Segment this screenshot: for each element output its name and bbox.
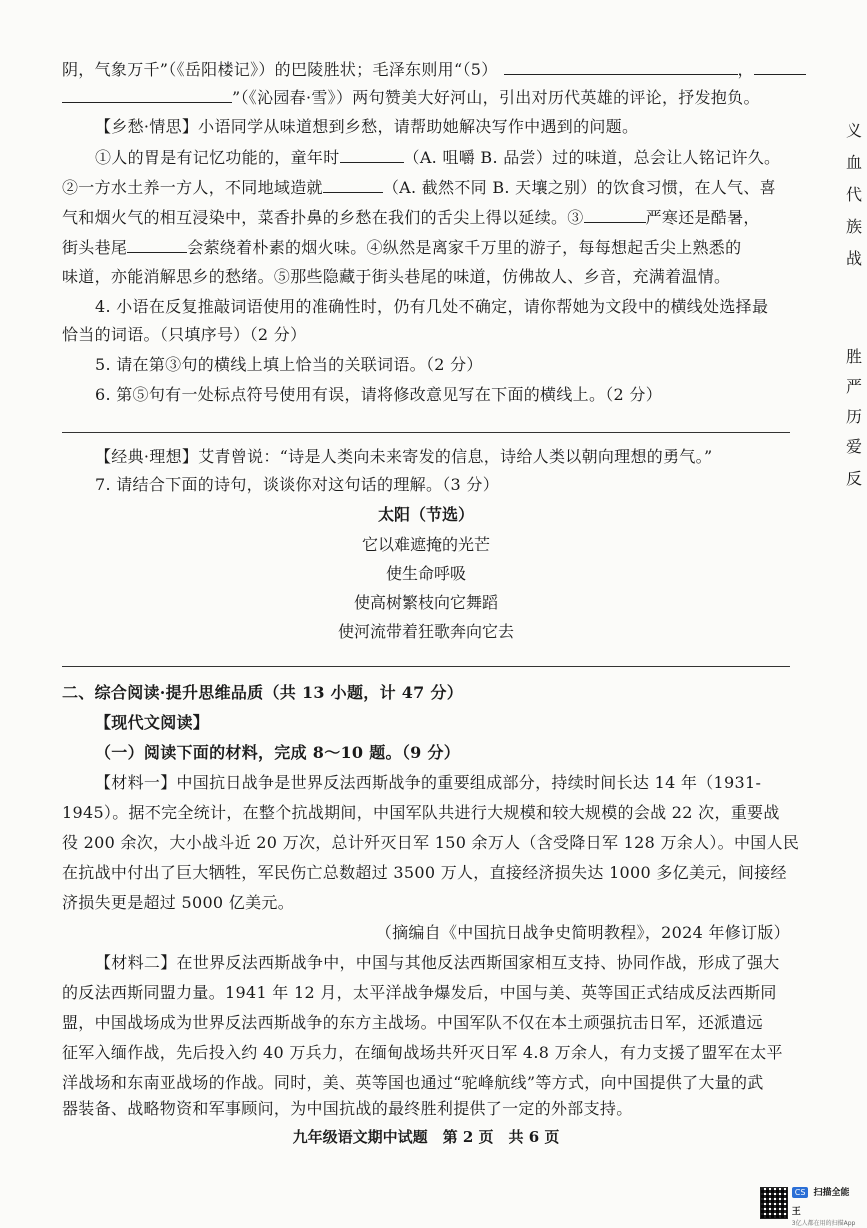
line-text: （A. 咀嚼 B. 品尝）过的味道，总会让人铭记许久。: [403, 148, 781, 167]
line-text: 盟，中国战场成为世界反法西斯战争的东方主战场。中国军队不仅在本土顽强抗击日军，还派遣远: [62, 1013, 763, 1032]
material-text: [62, 832, 800, 854]
line-text: 街头巷尾: [62, 238, 128, 257]
material-text: [62, 1072, 790, 1094]
answer-blank[interactable]: [127, 236, 187, 253]
scanner-subtitle: 3亿人都在用的扫描App: [791, 1219, 856, 1227]
answer-line[interactable]: [62, 432, 790, 433]
side-char: 历: [846, 407, 863, 426]
side-char: 战: [846, 249, 863, 268]
material-text: [62, 1012, 790, 1034]
qr-code-icon: [760, 1187, 788, 1219]
line-text: ①人的胃是有记忆功能的，童年时: [95, 148, 340, 167]
question-4: [95, 296, 790, 318]
side-char: 反: [846, 469, 863, 488]
line-text: 征军入缅作战，先后投入约 40 万兵力，在缅甸战场共歼灭日军 4.8 万余人，有力支援了盟军在太平: [62, 1043, 783, 1062]
line-text: 恰当的词语。（只填序号）（2 分）: [62, 325, 307, 344]
answer-blank[interactable]: [340, 146, 404, 163]
answer-blank[interactable]: [584, 206, 646, 223]
line-text: 严寒还是酷暑，: [645, 208, 760, 227]
line-text: 5. 请在第③句的横线上填上恰当的关联词语。（2 分）: [95, 355, 483, 374]
page-footer: 九年级语文期中试题 第 2 页 共 6 页: [292, 1128, 560, 1146]
side-char: 严: [846, 377, 863, 396]
line-text: 的反法西斯同盟力量。1941 年 12 月，太平洋战争爆发后，中国与美、英等国正式结成反法西斯同: [62, 983, 777, 1002]
answer-blank[interactable]: [62, 86, 232, 103]
text-line: [62, 86, 790, 109]
side-char: 血: [846, 153, 863, 172]
material-text: [95, 952, 790, 974]
answer-blank[interactable]: [323, 176, 383, 193]
subsection-heading: [95, 712, 790, 734]
answer-line[interactable]: [62, 666, 790, 667]
line-text: 【现代文阅读】: [95, 713, 210, 732]
scanner-brand: [792, 1180, 858, 1227]
line-text: 济损失更是超过 5000 亿美元。: [62, 893, 294, 912]
text-line: 阴，气象万千”（《岳阳楼记》）的巴陵胜状；毛泽东则用“（5） ，: [62, 58, 790, 81]
part-heading: [62, 682, 790, 704]
side-char: 代: [846, 185, 863, 204]
text-line: [62, 236, 790, 259]
material-source: [62, 922, 790, 944]
line-text: （A. 截然不同 B. 天壤之别）的饮食习惯，在人气、喜: [382, 178, 776, 197]
line-text: ②一方水土养一方人，不同地域造就: [62, 178, 323, 197]
answer-blank[interactable]: [504, 58, 738, 75]
line-text: 会萦绕着朴素的烟火味。④纵然是离家千万里的游子，每每想起舌尖上熟悉的: [187, 238, 742, 257]
poem-title: 太阳（节选）: [377, 505, 474, 524]
line-text: ”（《沁园春·雪》）两句赞美大好河山，引出对历代英雄的评论，抒发抱负。: [232, 88, 760, 107]
text-line: [62, 206, 790, 229]
material-text: [62, 1098, 790, 1120]
material-text: [62, 802, 790, 824]
material-text: [95, 772, 790, 794]
scanner-title: 扫描全能王: [791, 1187, 850, 1217]
line-text: 7. 请结合下面的诗句，谈谈你对这句话的理解。（3 分）: [95, 475, 500, 494]
line-text: 役 200 余次，大小战斗近 20 万次，总计歼灭日军 150 余万人（含受降日军 128 万余人）。中国人民: [62, 833, 800, 852]
line-text: 【经典·理想】艾青曾说：“诗是人类向未来寄发的信息，诗给人类以朝向理想的勇气。”: [95, 447, 713, 466]
question-6: [95, 384, 790, 406]
material-text: [62, 862, 790, 884]
line-text: 4. 小语在反复推敲词语使用的准确性时，仍有几处不确定，请你帮她为文段中的横线处选择最: [95, 297, 769, 316]
side-char: 胜: [846, 347, 863, 366]
line-text: （摘编自《中国抗日战争史简明教程》，2024 年修订版）: [375, 923, 790, 942]
line-text: 味道，亦能消解思乡的愁绪。⑤那些隐藏于街头巷尾的味道，仿佛故人、乡音，充满着温情。: [62, 267, 731, 286]
line-text: 1945）。据不完全统计，在整个抗战期间，中国军队共进行大规模和较大规模的会战 22 次，重要战: [62, 803, 780, 822]
text-line: [62, 266, 790, 288]
answer-blank[interactable]: [754, 58, 806, 75]
line-text: 在抗战中付出了巨大牺牲，军民伤亡总数超过 3500 万人，直接经济损失达 1000 多亿美元，间接经: [62, 863, 787, 882]
question-7: [95, 474, 790, 496]
question-4-cont: [62, 324, 790, 346]
question-5: [95, 354, 790, 376]
scanner-watermark: [760, 1183, 858, 1227]
poem-line: 使河流带着狂歌奔向它去: [337, 622, 514, 641]
line-text: 器装备、战略物资和军事顾问，为中国抗战的最终胜利提供了一定的外部支持。: [62, 1099, 633, 1118]
line-text: 【乡愁·情思】小语同学从味道想到乡愁，请帮助她解决写作中遇到的问题。: [95, 117, 639, 136]
side-char: 族: [846, 217, 863, 236]
text-line: [62, 176, 790, 199]
material-text: [62, 1042, 790, 1064]
line-text: 阴，气象万千”（《岳阳楼记》）的巴陵胜状；毛泽东则用“（5）: [62, 60, 498, 79]
line-text: 【材料二】在世界反法西斯战争中，中国与其他反法西斯国家相互支持、协同作战，形成了强大: [95, 953, 780, 972]
line-text: （一）阅读下面的材料，完成 8～10 题。（9 分）: [95, 743, 461, 762]
line-text: 6. 第⑤句有一处标点符号使用有误，请将修改意见写在下面的横线上。（2 分）: [95, 385, 663, 404]
line-text: 【材料一】中国抗日战争是世界反法西斯战争的重要组成部分，持续时间长达 14 年（1931-: [95, 773, 762, 792]
side-char: 爱: [846, 437, 863, 456]
reading-instruction: [95, 742, 790, 764]
line-text: 洋战场和东南亚战场的作战。同时，美、英等国也通过“驼峰航线”等方式，向中国提供了大量的武: [62, 1073, 764, 1092]
poem-line: 它以难遮掩的光芒: [361, 535, 490, 554]
poem-line: 使高树繁枝向它舞蹈: [353, 593, 498, 612]
poem-line: 使生命呼吸: [385, 564, 466, 583]
text-line: [95, 146, 790, 169]
section-heading: [95, 116, 790, 138]
material-text: [62, 982, 790, 1004]
scanner-badge: CS: [792, 1187, 809, 1198]
line-text: 气和烟火气的相互浸染中，菜香扑鼻的乡愁在我们的舌尖上得以延续。③: [62, 208, 584, 227]
material-text: [62, 892, 790, 914]
section-heading: [95, 446, 790, 468]
side-char: 义: [846, 121, 863, 140]
line-text: 二、综合阅读·提升思维品质（共 13 小题，计 47 分）: [62, 683, 464, 702]
